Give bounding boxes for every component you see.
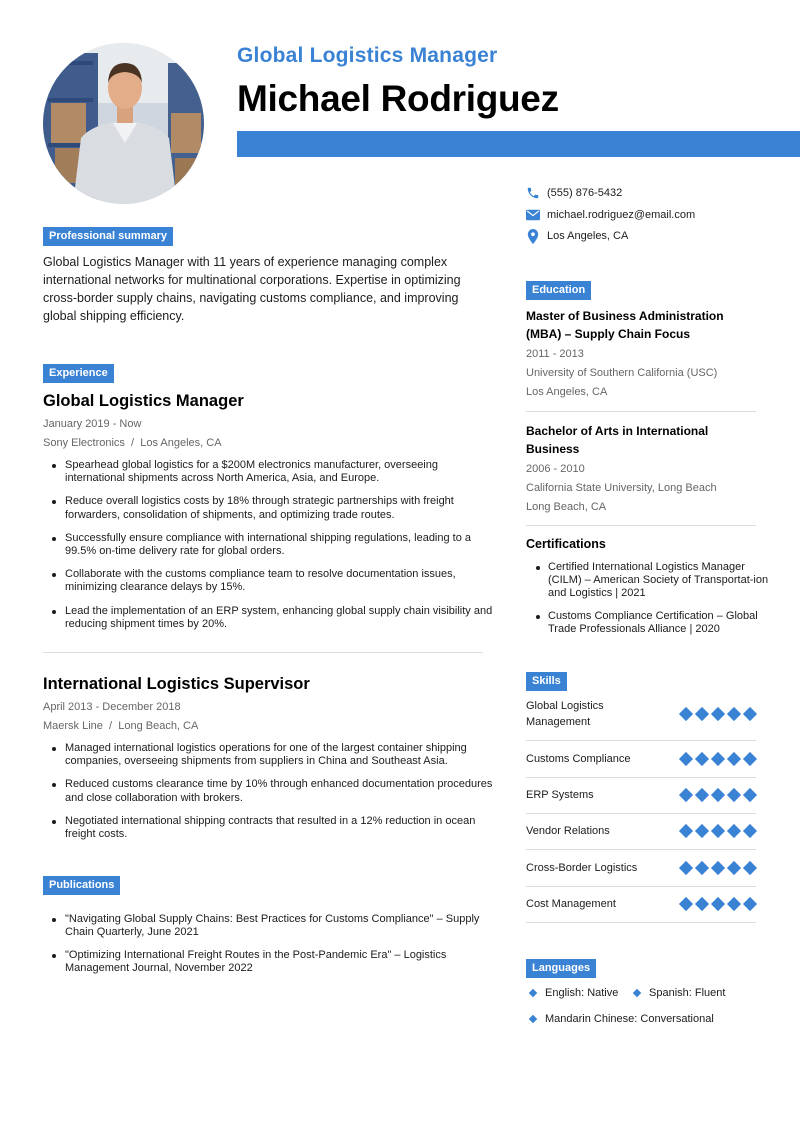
skill-divider (526, 813, 756, 814)
skill-divider (526, 777, 756, 778)
company-name: Maersk Line (43, 720, 103, 732)
role-title: Global Logistics Manager (43, 392, 244, 410)
skill-rating (680, 790, 756, 800)
rating-diamond (695, 752, 709, 766)
role-dates: January 2019 - Now (43, 418, 142, 430)
experience-entry (43, 392, 498, 641)
skill-name: Global Logistics Management (526, 700, 604, 728)
candidate-name: Michael Rodriguez (237, 78, 559, 119)
school-location: Los Angeles, CA (526, 386, 608, 398)
rating-diamond (727, 861, 741, 875)
company-name: Sony Electronics (43, 437, 125, 449)
skill-divider (526, 849, 756, 850)
separator: / (105, 720, 116, 732)
achievement-item: Reduced customs clearance time by 10% through enhanced documentation procedures and close collaboration with brokers. (43, 778, 498, 804)
rating-diamond (711, 861, 725, 875)
skill-row (526, 787, 756, 803)
skill-divider (526, 922, 756, 923)
contact-phone-text: (555) 876-5432 (547, 187, 623, 199)
role-dates: April 2013 - December 2018 (43, 701, 181, 713)
school-name: University of Southern California (USC) (526, 367, 718, 379)
section-divider (526, 525, 756, 526)
diamond-bullet-icon (633, 989, 641, 997)
skill-name: Vendor Relations (526, 825, 610, 837)
contact-location-text: Los Angeles, CA (547, 230, 629, 242)
rating-diamond (695, 897, 709, 911)
rating-diamond (711, 707, 725, 721)
rating-diamond (711, 824, 725, 838)
rating-diamond (679, 707, 693, 721)
achievement-list (43, 742, 498, 841)
certification-item: Customs Compliance Certification – Global Trade Professionals Alliance | 2020 (526, 610, 771, 636)
contact-phone[interactable] (526, 186, 622, 200)
mail-icon (526, 208, 540, 222)
section-label-summary: Professional summary (43, 227, 173, 246)
company-location: Los Angeles, CA (140, 437, 222, 449)
achievement-item: Spearhead global logistics for a $200M electronics manufacturer, overseeing international shipments across North America, Asia, and Europe. (43, 459, 498, 485)
company-location: Long Beach, CA (118, 720, 199, 732)
skill-row (526, 860, 756, 876)
profile-photo (43, 43, 204, 204)
rating-diamond (743, 788, 757, 802)
rating-diamond (727, 788, 741, 802)
rating-diamond (695, 861, 709, 875)
rating-diamond (743, 824, 757, 838)
skill-row (526, 698, 756, 730)
role-title: International Logistics Supervisor (43, 675, 310, 693)
rating-diamond (679, 897, 693, 911)
experience-entry (43, 675, 498, 851)
rating-diamond (695, 707, 709, 721)
publication-list (43, 913, 498, 985)
education-entry (526, 307, 756, 400)
skill-rating (680, 709, 756, 719)
contact-email-text: michael.rodriguez@email.com (547, 209, 696, 221)
language-item (634, 987, 725, 999)
skill-row (526, 751, 756, 767)
header-accent-bar (237, 131, 800, 157)
summary-text: Global Logistics Manager with 11 years of experience managing complex international networks for multinational corporations. Expertise in optimizing cross-border supply chains, navigating customs compliance, and improving global shipping efficiency. (43, 255, 461, 323)
skill-row (526, 896, 756, 912)
section-label-experience: Experience (43, 364, 114, 383)
rating-diamond (679, 788, 693, 802)
certification-item: Certified International Logistics Manager (CILM) – American Society of Transportat-ion and Logistics | 2021 (526, 561, 771, 600)
achievement-item: Collaborate with the customs compliance team to resolve documentation issues, minimizing clearance delays by 15%. (43, 568, 498, 594)
phone-icon (526, 186, 540, 200)
achievement-item: Managed international logistics operations for one of the largest container shipping companies, overseeing shipments from suppliers in China and Southeast Asia. (43, 742, 498, 768)
school-name: California State University, Long Beach (526, 482, 717, 494)
rating-diamond (743, 897, 757, 911)
achievement-item: Lead the implementation of an ERP system, enhancing global supply chain visibility and reducing shipment times by 20%. (43, 605, 498, 631)
rating-diamond (711, 788, 725, 802)
rating-diamond (743, 861, 757, 875)
publication-item: "Navigating Global Supply Chains: Best Practices for Customs Compliance" – Supply Chain Quarterly, June 2021 (43, 913, 498, 939)
rating-diamond (711, 752, 725, 766)
school-location: Long Beach, CA (526, 501, 607, 513)
rating-diamond (695, 788, 709, 802)
section-divider (43, 652, 483, 653)
language-text: English: Native (545, 987, 619, 999)
rating-diamond (727, 897, 741, 911)
role-company-line (43, 720, 498, 732)
rating-diamond (727, 824, 741, 838)
skill-name: Customs Compliance (526, 753, 631, 765)
section-label-education: Education (526, 281, 591, 300)
skill-rating (680, 899, 756, 909)
degree-years: 2006 - 2010 (526, 463, 585, 475)
rating-diamond (695, 824, 709, 838)
language-item (530, 1013, 714, 1025)
rating-diamond (727, 707, 741, 721)
diamond-bullet-icon (529, 989, 537, 997)
rating-diamond (711, 897, 725, 911)
separator: / (128, 437, 138, 449)
skill-row (526, 823, 756, 839)
contact-location (526, 229, 628, 243)
job-title: Global Logistics Manager (237, 44, 498, 67)
language-text: Spanish: Fluent (649, 987, 726, 999)
degree-title: Master of Business Administration (MBA) – Supply Chain Focus (526, 309, 724, 341)
skill-name: ERP Systems (526, 789, 594, 801)
skill-name: Cost Management (526, 898, 616, 910)
education-entry (526, 422, 756, 515)
certification-list (526, 561, 771, 646)
achievement-item: Negotiated international shipping contracts that resulted in a 12% reduction in ocean freight costs. (43, 815, 498, 841)
location-pin-icon (526, 229, 540, 243)
achievement-item: Successfully ensure compliance with international shipping regulations, leading to a 99.5% on-time delivery rate for global orders. (43, 532, 498, 558)
rating-diamond (679, 752, 693, 766)
diamond-bullet-icon (529, 1015, 537, 1023)
skill-divider (526, 740, 756, 741)
achievement-item: Reduce overall logistics costs by 18% through strategic partnerships with freight forwarders, consolidation of shipments, and optimizing trade routes. (43, 495, 498, 521)
degree-years: 2011 - 2013 (526, 348, 584, 360)
publication-item: "Optimizing International Freight Routes in the Post-Pandemic Era" – Logistics Management Journal, November 2022 (43, 949, 498, 975)
language-text: Mandarin Chinese: Conversational (545, 1013, 714, 1025)
skill-rating (680, 826, 756, 836)
rating-diamond (743, 707, 757, 721)
skill-divider (526, 886, 756, 887)
section-label-certifications: Certifications (526, 537, 606, 551)
section-label-languages: Languages (526, 959, 596, 978)
contact-email[interactable] (526, 208, 695, 222)
skill-rating (680, 754, 756, 764)
section-label-publications: Publications (43, 876, 120, 895)
rating-diamond (727, 752, 741, 766)
skill-name: Cross-Border Logistics (526, 862, 638, 874)
rating-diamond (679, 824, 693, 838)
rating-diamond (679, 861, 693, 875)
section-label-skills: Skills (526, 672, 567, 691)
rating-diamond (743, 752, 757, 766)
achievement-list (43, 459, 498, 631)
section-divider (526, 411, 756, 412)
degree-title: Bachelor of Arts in International Business (526, 424, 709, 456)
role-company-line (43, 437, 498, 449)
skill-rating (680, 863, 756, 873)
language-item (530, 987, 618, 999)
